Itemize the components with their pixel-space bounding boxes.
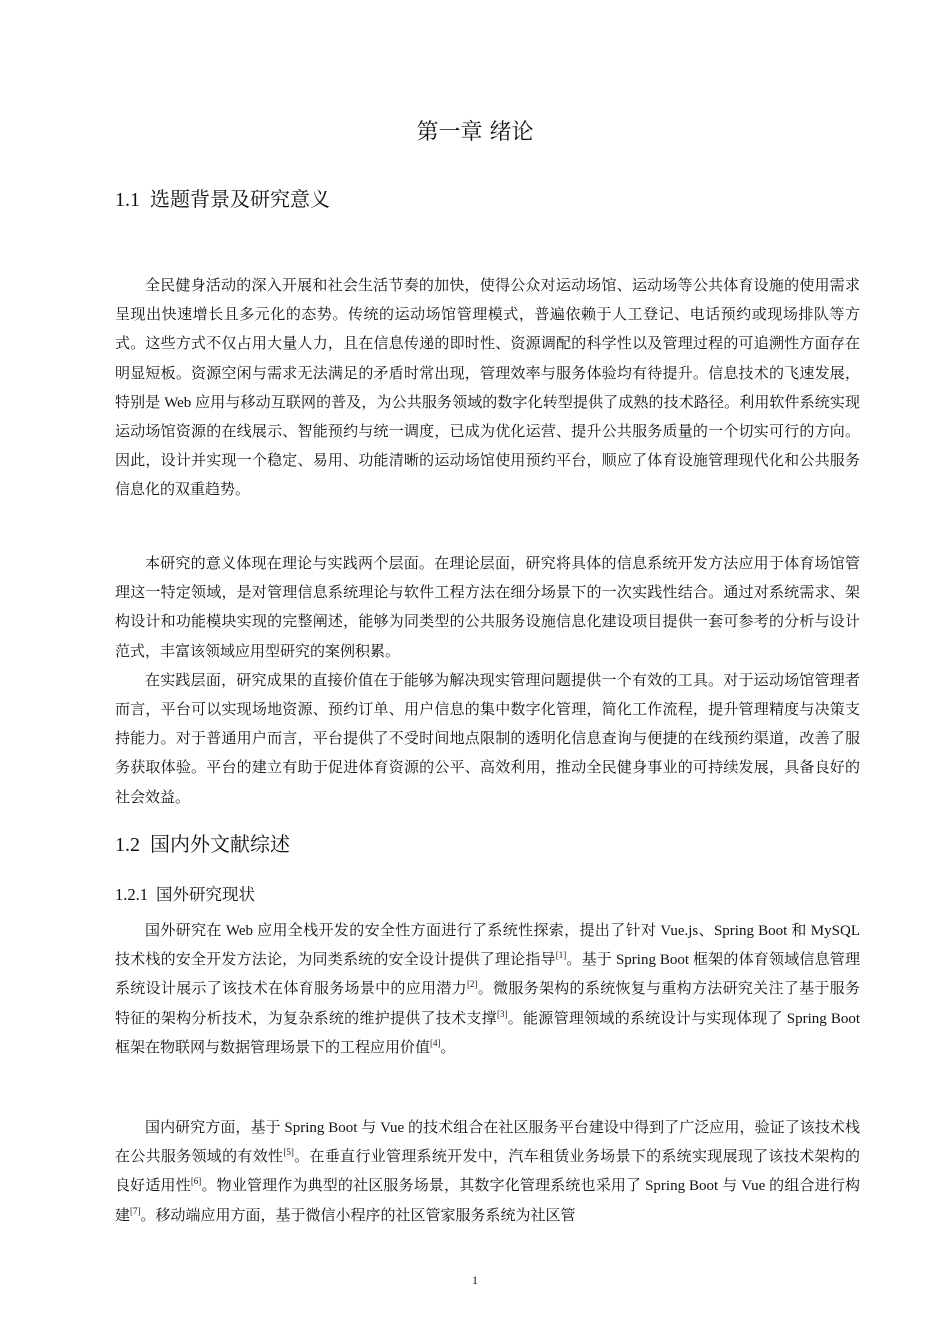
paragraph-significance [115, 550, 860, 813]
text-run: 。基于 Spring Boot 框架的体育领域信息管理系统设计展示了该技术在体育服务场景中的应用潜力 [115, 952, 860, 998]
paragraph-text: 在实践层面，研究成果的直接价值在于能够为解决现实管理问题提供一个有效的工具。对于运动场馆管理者而言，平台可以实现场地资源、预约订单、用户信息的集中数字化管理，简化工作流程，提升管理精度与决策支持能力。对于普通用户而言，平台提供了不受时间地点限制的透明化信息查询与便捷的在线预约渠道，改善了服务获取体验。平台的建立有助于促进体育资源的公平、高效利用，推动全民健身事业的可持续发展，具备良好的社会效益。 [115, 672, 860, 806]
text-run: 。微服务架构的系统恢复与重构方法研究关注了基于服务特征的架构分析技术，为复杂系统的维护提供了技术支撑 [115, 981, 860, 1027]
text-run: 。能源管理领域的系统设计与实现体现了 Spring Boot 框架在物联网与数据管理场景下的工程应用价值 [115, 1010, 860, 1056]
text-run: 。移动端应用方面，基于微信小程序的社区管家服务系统为社区管 [140, 1207, 576, 1224]
paragraph-text [115, 917, 860, 1063]
citation: [2] [466, 979, 478, 990]
citation: [1] [555, 950, 567, 961]
chapter-title: 第一章 绪论 [416, 120, 534, 145]
page-number: 1 [472, 1273, 478, 1287]
citation: [4] [430, 1037, 441, 1048]
paragraph-text: 本研究的意义体现在理论与实践两个层面。在理论层面，研究将具体的信息系统开发方法应用于体育场馆管理这一特定领域，是对管理信息系统理论与软件工程方法在细分场景下的一次实践性结合。通过对系统需求、架构设计和功能模块实现的完整阐述，能够为同类型的公共服务设施信息化建设项目提供一套可参考的分析与设计范式，丰富该领域应用型研究的案例积累。 [115, 556, 860, 660]
paragraph-text: 全民健身活动的深入开展和社会生活节奏的加快，使得公众对运动场馆、运动场等公共体育设施的使用需求呈现出快速增长且多元化的态势。传统的运动场馆管理模式，普遍依赖于人工登记、电话预约或现场排队等方式。这些方式不仅占用大量人力，且在信息传递的即时性、资源调配的科学性以及管理过程的可追溯性方面存在明显短板。资源空闲与需求无法满足的矛盾时常出现，管理效率与服务体验均有待提升。信息技术的飞速发展，特别是 Web 应用与移动互联网的普及，为公共服务领域的数字化转型提供了成熟的技术路径。利用软件系统实现运动场馆资源的在线展示、智能预约与统一调度，已成为优化运营、提升公共服务质量的一个切实可行的方向。因此，设计并实现一个稳定、易用、功能清晰的运动场馆使用预约平台，顺应了体育设施管理现代化和公共服务信息化的双重趋势。 [115, 278, 860, 499]
text-run: 国外研究在 Web 应用全栈开发的安全性方面进行了系统性探索，提出了针对 Vue.js、Spring Boot 和 MySQL 技术栈的安全开发方法论，为同类系统的安全设计提供了理论指导 [115, 923, 860, 969]
subsection-title: 国外研究现状 [156, 885, 255, 904]
citation: [5] [283, 1147, 294, 1158]
citation: [3] [496, 1008, 508, 1019]
section-title: 国内外文献综述 [150, 832, 290, 856]
citation: [7] [130, 1205, 141, 1216]
text-run: 国内研究方面，基于 Spring Boot 与 Vue 的技术组合在社区服务平台建设中得到了广泛应用，验证了该技术栈在公共服务领域的有效性 [115, 1120, 860, 1166]
citation: [6] [190, 1176, 202, 1187]
section-number: 1.1 [115, 189, 140, 211]
text-run: 。 [440, 1039, 456, 1056]
subsection-number: 1.2.1 [115, 885, 148, 904]
section-number: 1.2 [115, 834, 140, 856]
subsection-heading-1-2-1 [115, 881, 255, 905]
paragraph-domestic-research [115, 1114, 860, 1231]
paragraph-foreign-research [115, 917, 860, 1063]
paragraph-text [115, 1114, 860, 1231]
section-heading-1-1 [115, 183, 330, 212]
text-run: 。在垂直行业管理系统开发中，汽车租赁业务场景下的系统实现展现了该技术架构的良好适用性 [115, 1149, 860, 1195]
section-title: 选题背景及研究意义 [150, 187, 330, 211]
text-run: 。物业管理作为典型的社区服务场景，其数字化管理系统也采用了 Spring Boot 与 Vue 的组合进行构建 [115, 1178, 860, 1224]
paragraph-background [115, 272, 860, 506]
section-heading-1-2 [115, 828, 290, 857]
